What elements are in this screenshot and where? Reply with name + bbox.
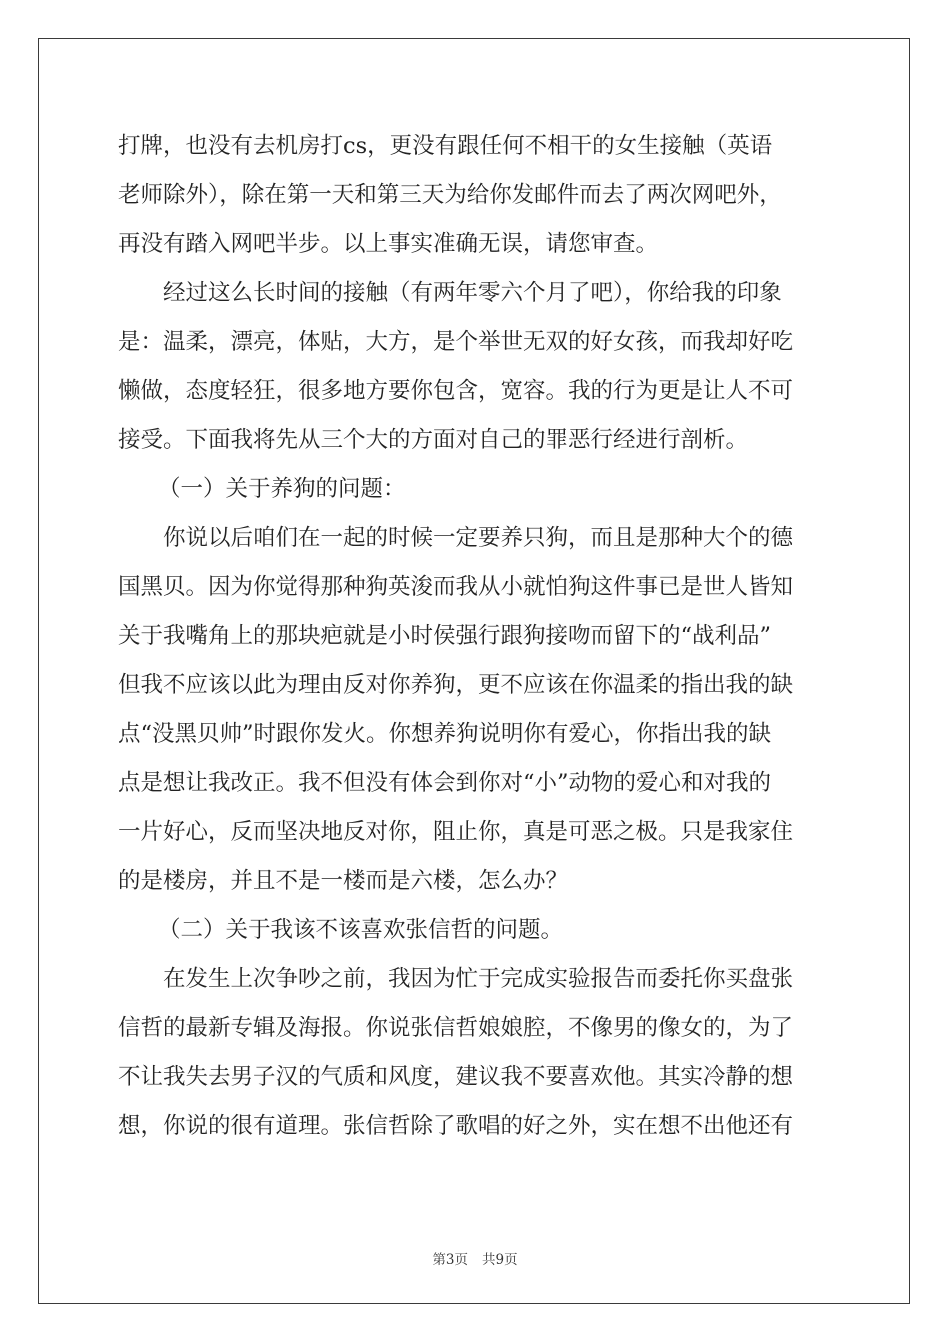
text-line: 不让我失去男子汉的气质和风度，建议我不要喜欢他。其实冷静的想 bbox=[118, 1064, 794, 1090]
paragraph-start: 你说以后咱们在一起的时候一定要养只狗，而且是那种大个的德 bbox=[163, 525, 794, 551]
text-line: 想，你说的很有道理。张信哲除了歌唱的好之外，实在想不出他还有 bbox=[118, 1113, 794, 1139]
text-line: 关于我嘴角上的那块疤就是小时侯强行跟狗接吻而留下的“战利品” bbox=[118, 623, 772, 649]
text-line: 国黑贝。因为你觉得那种狗英浚而我从小就怕狗这件事已是世人皆知 bbox=[118, 574, 794, 600]
text-line: 信哲的最新专辑及海报。你说张信哲娘娘腔，不像男的像女的，为了 bbox=[118, 1015, 794, 1041]
text-line: 点“没黑贝帅”时跟你发火。你想养狗说明你有爱心，你指出我的缺 bbox=[118, 721, 772, 747]
paragraph-start: 在发生上次争吵之前，我因为忙于完成实验报告而委托你买盘张 bbox=[163, 966, 794, 992]
paragraph-start: 经过这么长时间的接触（有两年零六个月了吧），你给我的印象 bbox=[163, 280, 782, 306]
text-line: 点是想让我改正。我不但没有体会到你对“小”动物的爱心和对我的 bbox=[118, 770, 772, 796]
page-number: 第3页 bbox=[432, 1252, 468, 1268]
page-footer bbox=[0, 1248, 950, 1268]
text-line: 再没有踏入网吧半步。以上事实准确无误，请您审查。 bbox=[118, 231, 659, 257]
text-line: 打牌，也没有去机房打cs，更没有跟任何不相干的女生接触（英语 bbox=[118, 133, 773, 159]
text-line: 接受。下面我将先从三个大的方面对自己的罪恶行经进行剖析。 bbox=[118, 427, 749, 453]
text-line: 是：温柔，漂亮，体贴，大方，是个举世无双的好女孩，而我却好吃 bbox=[118, 329, 794, 355]
text-line: 懒做，态度轻狂，很多地方要你包含，宽容。我的行为更是让人不可 bbox=[118, 378, 794, 404]
text-line: 一片好心，反而坚决地反对你，阻止你，真是可恶之极。只是我家住 bbox=[118, 819, 794, 845]
section-heading: （一）关于养狗的问题： bbox=[158, 476, 406, 502]
text-line: 的是楼房，并且不是一楼而是六楼，怎么办？ bbox=[118, 868, 569, 894]
section-heading: （二）关于我该不该喜欢张信哲的问题。 bbox=[158, 917, 564, 943]
text-line: 但我不应该以此为理由反对你养狗，更不应该在你温柔的指出我的缺 bbox=[118, 672, 794, 698]
page-total: 共9页 bbox=[482, 1252, 518, 1268]
text-line: 老师除外），除在第一天和第三天为给你发邮件而去了两次网吧外， bbox=[118, 182, 782, 208]
